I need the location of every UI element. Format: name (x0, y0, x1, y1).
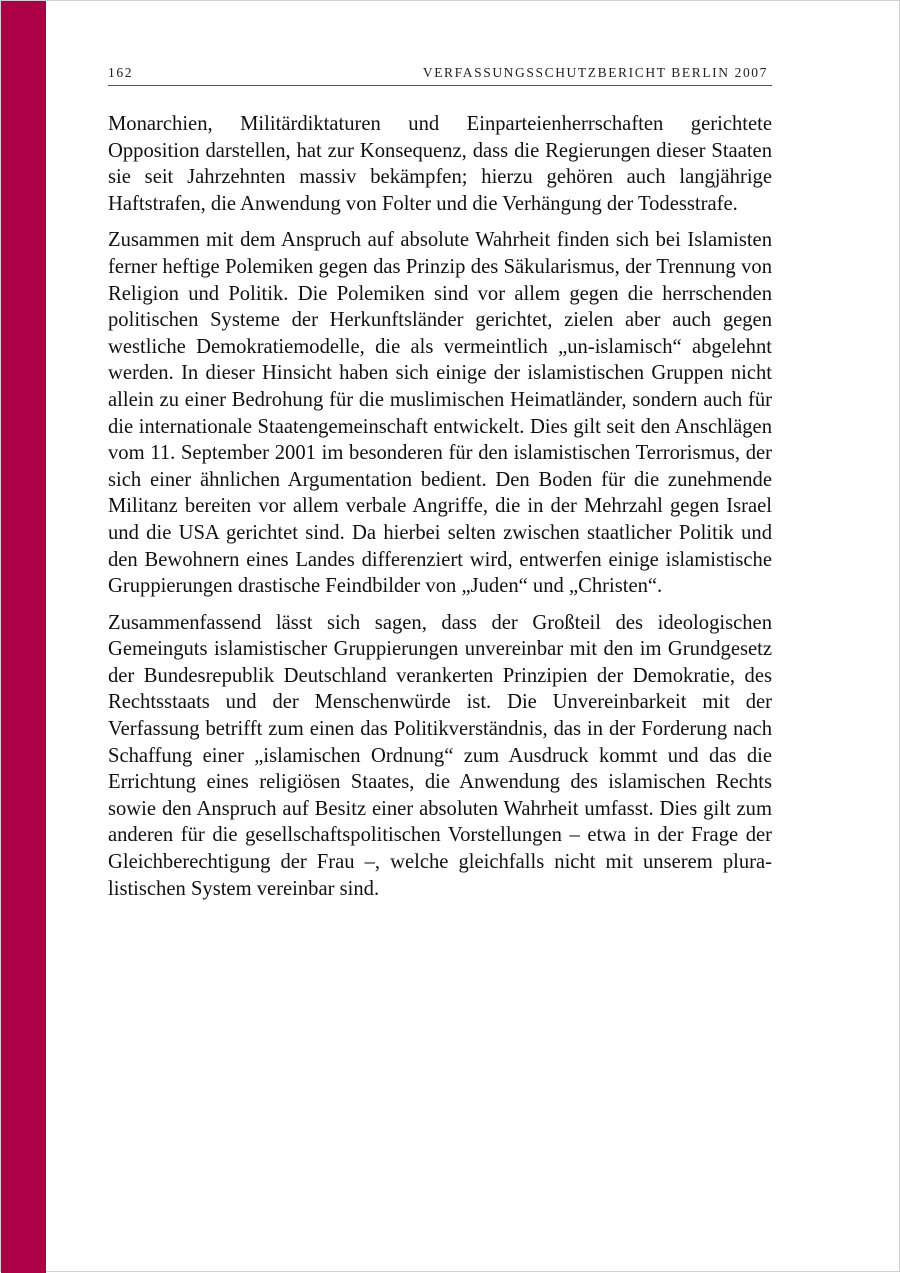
page-header (108, 63, 772, 86)
color-sidebar (1, 1, 46, 1273)
page-number: 162 (108, 65, 134, 80)
paragraph-3: Zusammenfassend lässt sich sagen, dass der Großteil des ideologischen Gemeinguts islamistischer Gruppierungen unvereinbar mit den im Grundgesetz der Bundesrepublik Deutschland verankerten Prinzipien der Demokratie, des Rechtsstaats und der Menschenwürde ist. Die Unvereinbarkeit mit der Verfassung betrifft zum einen das Politikverständnis, das in der Forderung nach Schaffung einer „islamischen Ordnung“ zum Ausdruck kommt und das die Errichtung eines religiösen Staates, die Anwendung des islamischen Rechts sowie den Anspruch auf Besitz einer absoluten Wahrheit umfasst. Dies gilt zum anderen für die gesellschaftspolitischen Vorstellungen – etwa in der Frage der Gleichberechtigung der Frau –, welche gleichfalls nicht mit unserem pluralistischen System vereinbar sind. (108, 611, 772, 900)
paragraph-2: Zusammen mit dem Anspruch auf absolute Wahrheit finden sich bei Islamisten ferner heftige Polemiken gegen das Prinzip des Säkularismus, der Trennung von Religion und Politik. Die Polemiken sind vor allem gegen die herrschenden politischen Systeme der Herkunftsländer gerichtet, zielen aber auch gegen westliche Demokratiemodelle, die als vermeintlich „un-islamisch“ abgelehnt werden. In dieser Hinsicht haben sich einige der islamistischen Gruppen nicht allein zu einer Bedrohung für die muslimischen Heimatländer, sondern auch für die internationale Staatengemeinschaft entwickelt. Dies gilt seit den Anschlägen vom 11. September 2001 im besonderen für den islamistischen Terrorismus, der sich einer ähnlichen Argumentation bedient. Den Boden für die zunehmende Militanz bereiten vor allem verbale Angriffe, die in der Mehrzahl gegen Israel und die USA gerichtet sind. Da hierbei selten zwischen staatlicher Politik und den Bewohnern eines Landes differenziert wird, entwerfen einige islamistische Gruppierungen drastische Feindbilder von „Juden“ und „Christen“. (108, 229, 772, 598)
running-title: VERFASSUNGSSCHUTZBERICHT BERLIN 2007 (422, 65, 768, 80)
body-text (108, 111, 772, 912)
paragraph-1: Monarchien, Militärdiktaturen und Einparteienherrschaften gerichtete Opposition darstellen, hat zur Konsequenz, dass die Regierungen dieser Staaten sie seit Jahrzehnten massiv bekämpfen; hierzu gehören auch langjährige Haftstrafen, die Anwendung von Folter und die Verhängung der Todesstrafe. (108, 113, 772, 215)
